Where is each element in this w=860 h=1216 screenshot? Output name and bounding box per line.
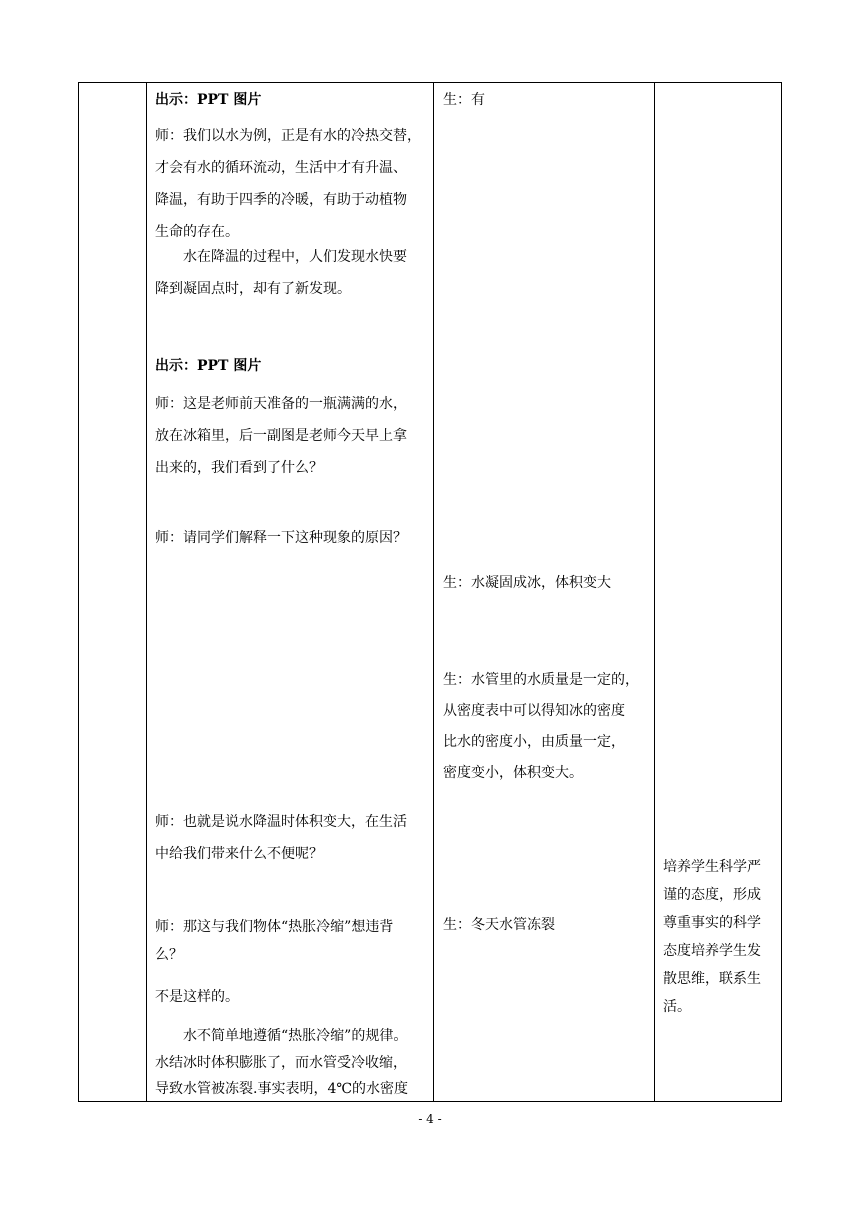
purpose-text-line: 活。 bbox=[663, 999, 691, 1015]
teacher-text-line: 么？ bbox=[155, 947, 183, 963]
teacher-text-line: 师：我们以水为例，正是有水的冷热交替， bbox=[155, 128, 421, 144]
teacher-text-line: 才会有水的循环流动，生活中才有升温、 bbox=[155, 160, 407, 176]
teacher-text-line: 出来的，我们看到了什么？ bbox=[155, 460, 323, 476]
ppt-heading: 出示：PPT 图片 bbox=[155, 358, 262, 374]
teacher-text-line: 放在冰箱里，后一副图是老师今天早上拿 bbox=[155, 428, 407, 444]
purpose-text-line: 散思维，联系生 bbox=[663, 971, 761, 987]
student-text-line: 生：冬天水管冻裂 bbox=[443, 917, 555, 933]
student-text-line: 生：有 bbox=[443, 92, 485, 108]
ppt-heading: 出示：PPT 图片 bbox=[155, 92, 262, 108]
column-divider bbox=[433, 83, 434, 1101]
teacher-text-line: 师：也就是说水降温时体积变大，在生活 bbox=[155, 814, 407, 830]
teacher-text-line: 师：请同学们解释一下这种现象的原因？ bbox=[155, 530, 407, 546]
purpose-text-line: 尊重事实的科学 bbox=[663, 915, 761, 931]
student-text-line: 密度变小，体积变大。 bbox=[443, 765, 583, 781]
student-text-line: 生：水管里的水质量是一定的， bbox=[443, 672, 639, 688]
teacher-text-line: 导致水管被冻裂.事实表明，4℃的水密度 bbox=[155, 1081, 409, 1097]
teacher-text-line: 降到凝固点时，却有了新发现。 bbox=[155, 281, 351, 297]
student-activity-column bbox=[443, 83, 653, 1101]
teacher-text-line: 水在降温的过程中，人们发现水快要 bbox=[183, 249, 407, 265]
page-number: - 4 - bbox=[418, 1112, 442, 1126]
teacher-text-line: 师：这是老师前天准备的一瓶满满的水， bbox=[155, 396, 407, 412]
teacher-text-line: 中给我们带来什么不便呢？ bbox=[155, 846, 323, 862]
purpose-text-line: 培养学生科学严 bbox=[663, 859, 761, 875]
student-text-line: 从密度表中可以得知冰的密度 bbox=[443, 703, 625, 719]
student-text-line: 生：水凝固成冰，体积变大 bbox=[443, 575, 611, 591]
teacher-text-line: 生命的存在。 bbox=[155, 224, 239, 240]
lesson-table bbox=[78, 82, 782, 1102]
design-purpose-column bbox=[663, 83, 781, 1101]
section-column bbox=[79, 83, 146, 1101]
teacher-text-line: 师：那这与我们物体“热胀冷缩”想违背 bbox=[155, 919, 394, 935]
purpose-text-line: 态度培养学生发 bbox=[663, 943, 761, 959]
teacher-text-line: 水不简单地遵循“热胀冷缩”的规律。 bbox=[183, 1028, 408, 1044]
teacher-text-line: 水结冰时体积膨胀了，而水管受冷收缩， bbox=[155, 1055, 407, 1071]
column-divider bbox=[146, 83, 147, 1101]
teacher-activity-column bbox=[155, 83, 431, 1101]
purpose-text-line: 谨的态度，形成 bbox=[663, 887, 761, 903]
teacher-text-line: 降温，有助于四季的冷暖，有助于动植物 bbox=[155, 192, 407, 208]
column-divider bbox=[654, 83, 655, 1101]
student-text-line: 比水的密度小，由质量一定， bbox=[443, 734, 625, 750]
teacher-text-line: 不是这样的。 bbox=[155, 989, 239, 1005]
